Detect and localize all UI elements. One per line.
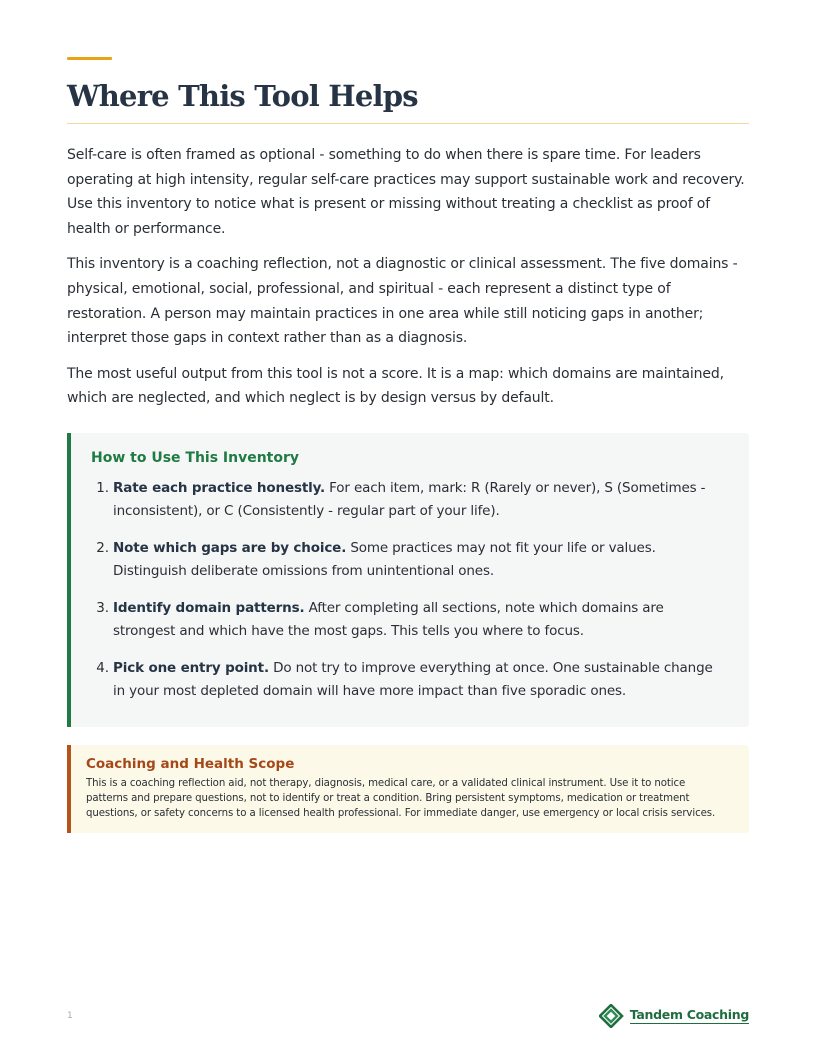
intro-paragraph: The most useful output from this tool is not a score. It is a map: which domains are maintained, which are neglected, and which neglect is by design versus by default. xyxy=(67,365,724,407)
step-item xyxy=(113,477,725,523)
step-item xyxy=(113,657,725,703)
step-text: Do not try to improve everything at once. One sustainable change in your most depleted domain will have more impact than five sporadic ones. xyxy=(113,660,713,700)
how-to-use-callout xyxy=(67,433,749,727)
step-text: Some practices may not fit your life or values. Distinguish deliberate omissions from unintentional ones. xyxy=(113,540,656,580)
step-lead: Rate each practice honestly. xyxy=(113,480,326,497)
step-lead: Note which gaps are by choice. xyxy=(113,540,347,557)
step-lead: Identify domain patterns. xyxy=(113,600,305,617)
step-item xyxy=(113,597,725,643)
scope-callout xyxy=(67,745,749,833)
how-to-use-title: How to Use This Inventory xyxy=(91,450,300,467)
intro-section xyxy=(67,143,749,411)
intro-paragraph: Self-care is often framed as optional - something to do when there is spare time. For leaders operating at high intensity, regular self-care practices may support sustainable work and recovery. Use this inventory to notice what is present or missing without treating a checklist as proof of health or performance. xyxy=(67,147,745,238)
step-text: After completing all sections, note which domains are strongest and which have the most gaps. This tells you where to focus. xyxy=(113,600,664,640)
tandem-diamond-logo-icon xyxy=(599,1004,625,1028)
step-text: For each item, mark: R (Rarely or never), S (Sometimes - inconsistent), or C (Consistently - regular part of your life). xyxy=(113,480,706,520)
brand-logo xyxy=(599,1004,749,1028)
step-item xyxy=(113,537,725,583)
scope-text: This is a coaching reflection aid, not therapy, diagnosis, medical care, or a validated clinical instrument. Use it to notice patterns and prepare questions, not to identify or treat a condition. Bring persistent symptoms, medication or treatment questions, or safety concerns to a licensed health professional. For immediate danger, use emergency or local crisis services. xyxy=(86,778,716,820)
page-title: Where This Tool Helps xyxy=(67,79,418,113)
title-accent-bar xyxy=(67,57,112,60)
title-divider xyxy=(67,123,749,124)
step-lead: Pick one entry point. xyxy=(113,660,269,677)
scope-title: Coaching and Health Scope xyxy=(86,756,295,773)
page-content xyxy=(67,57,749,833)
page-number: 1 xyxy=(67,1011,73,1021)
brand-name: Tandem Coaching xyxy=(629,1007,749,1022)
how-to-use-steps xyxy=(91,477,725,703)
intro-paragraph: This inventory is a coaching reflection, not a diagnostic or clinical assessment. The five domains - physical, emotional, social, professional, and spiritual - each represent a distinct type of restoration. A person may maintain practices in one area while still noticing gaps in another; interpret those gaps in context rather than as a diagnosis. xyxy=(67,256,738,347)
